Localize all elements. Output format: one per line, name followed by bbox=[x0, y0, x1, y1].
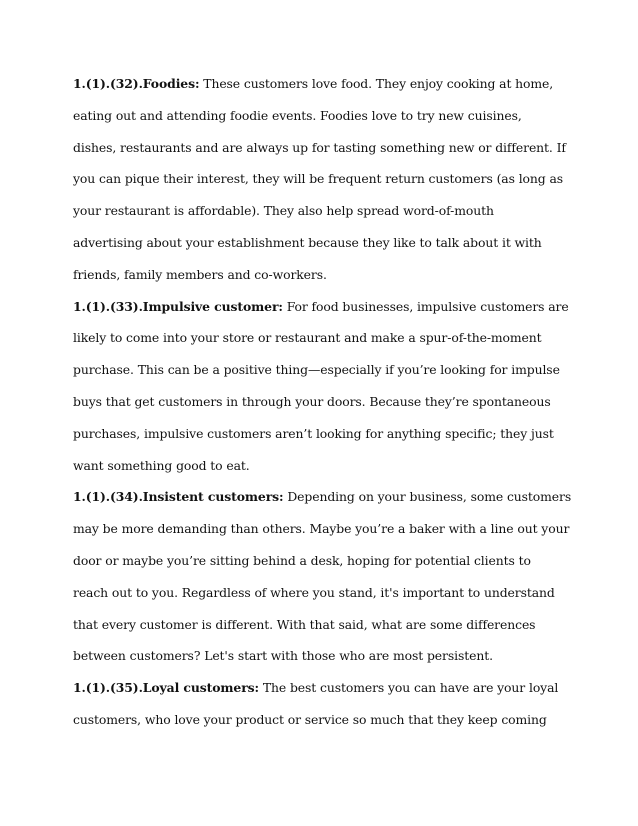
paragraph-34-line-5: that every customer is different. With that said, what are some differences bbox=[73, 616, 536, 632]
paragraph-35-heading: 1.(1).(35).Loyal customers: bbox=[73, 680, 259, 696]
paragraph-32-heading: 1.(1).(32).Foodies: bbox=[73, 76, 200, 91]
paragraph-33-line-1: 1.(1).(33).Impulsive customer: For food businesses, impulsive customers are bbox=[73, 298, 569, 314]
paragraph-32-line-5: your restaurant is affordable). They also help spread word-of-mouth bbox=[73, 203, 494, 219]
paragraph-35-line-2: customers, who love your product or service so much that they keep coming bbox=[73, 711, 547, 727]
document-page bbox=[73, 68, 573, 736]
paragraph-34-heading: 1.(1).(34).Insistent customers: bbox=[73, 489, 284, 505]
paragraph-32-line-4: you can pique their interest, they will be frequent return customers (as long as bbox=[73, 171, 564, 187]
paragraph-33-line-5: purchases, impulsive customers aren’t looking for anything specific; they just bbox=[73, 425, 554, 441]
paragraph-32-line-6: advertising about your establishment because they like to talk about it with bbox=[73, 234, 542, 250]
paragraph-32-line-2: eating out and attending foodie events. Foodies love to try new cuisines, bbox=[73, 107, 522, 123]
paragraph-34-line-4: reach out to you. Regardless of where you stand, it's important to understand bbox=[73, 584, 555, 600]
paragraph-34-line-3: door or maybe you’re sitting behind a desk, hoping for potential clients to bbox=[73, 552, 531, 568]
paragraph-33-line-2: likely to come into your store or restaurant and make a spur-of-the-moment bbox=[73, 330, 542, 346]
paragraph-35-line-1: 1.(1).(35).Loyal customers: The best customers you can have are your loyal bbox=[73, 680, 559, 696]
paragraph-33-line-6: want something good to eat. bbox=[73, 457, 250, 473]
paragraph-32-line-3: dishes, restaurants and are always up for tasting something new or different. If bbox=[73, 139, 566, 155]
paragraph-32-line-1: 1.(1).(32).Foodies: These customers love food. They enjoy cooking at home, bbox=[73, 76, 554, 91]
paragraph-34-line-6: between customers? Let's start with those who are most persistent. bbox=[73, 648, 493, 664]
paragraph-33-line-4: buys that get customers in through your doors. Because they’re spontaneous bbox=[73, 393, 551, 409]
paragraph-32-line-7: friends, family members and co-workers. bbox=[73, 266, 327, 282]
paragraph-34-line-1: 1.(1).(34).Insistent customers: Depending on your business, some customers bbox=[73, 489, 572, 505]
paragraph-33-heading: 1.(1).(33).Impulsive customer: bbox=[73, 298, 283, 314]
paragraph-33-line-3: purchase. This can be a positive thing—especially if you’re looking for impulse bbox=[73, 362, 560, 378]
paragraph-34-line-2: may be more demanding than others. Maybe you’re a baker with a line out your bbox=[73, 521, 570, 537]
